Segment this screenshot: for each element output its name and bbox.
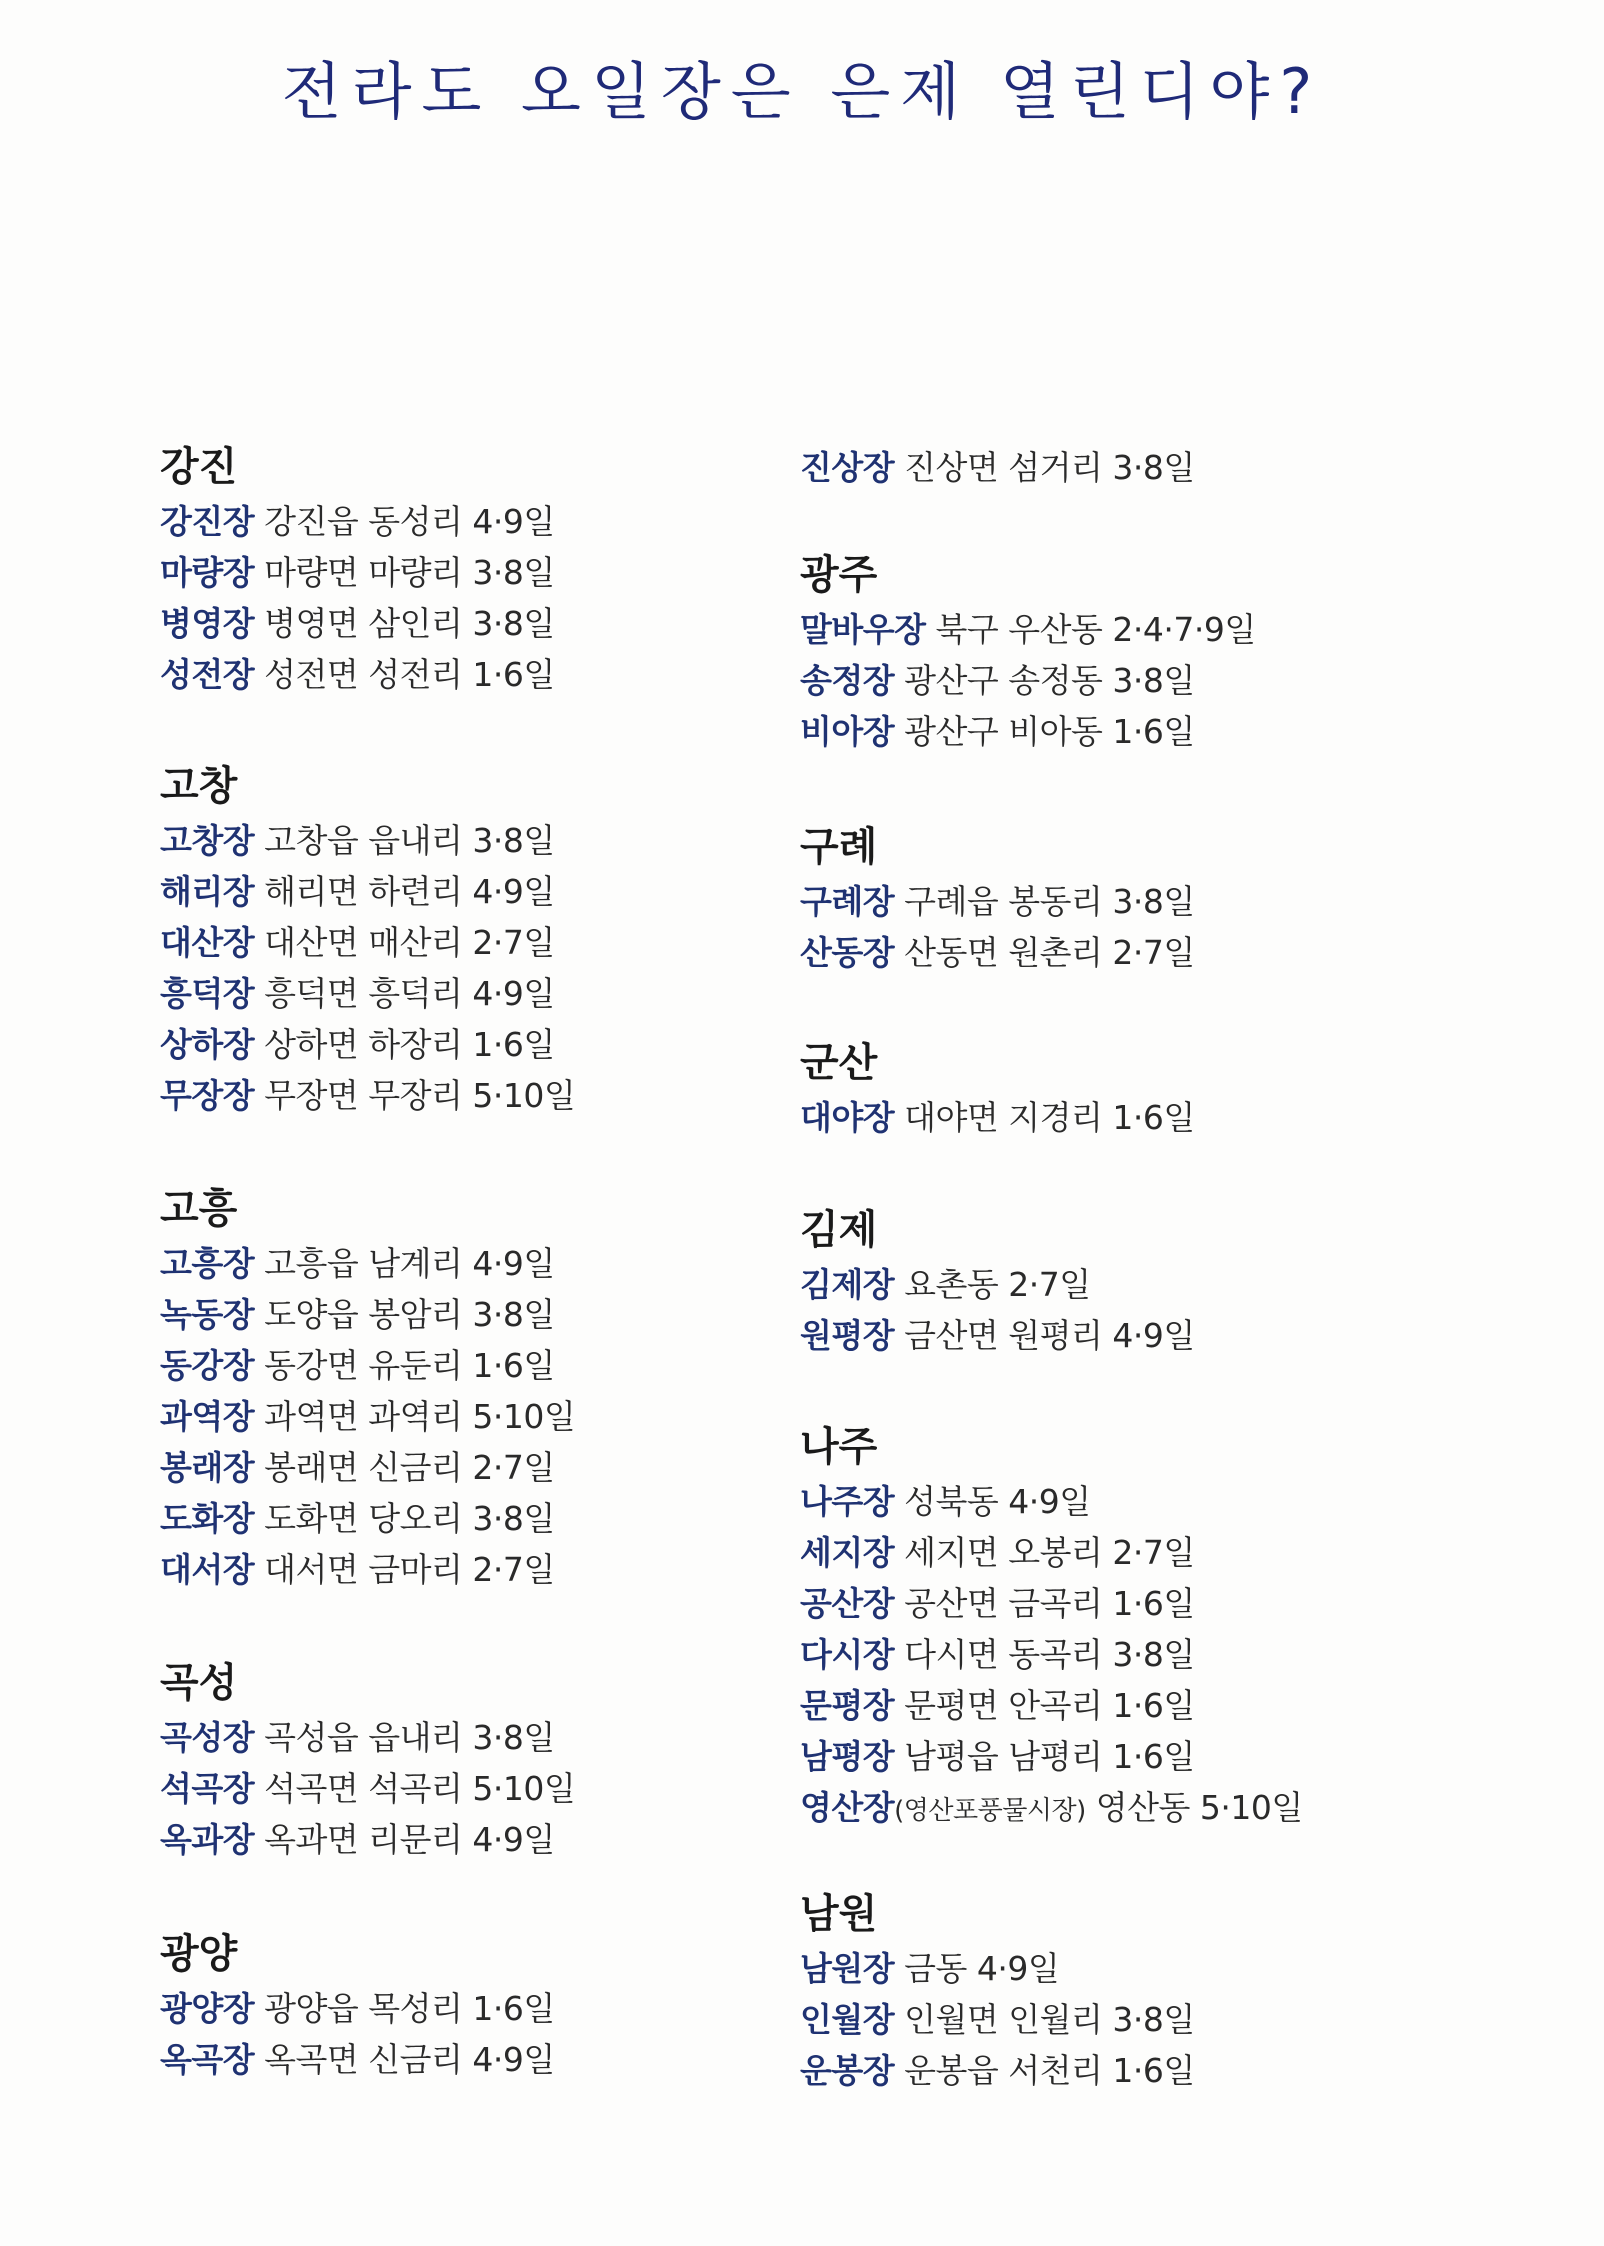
market-list — [800, 442, 1195, 493]
market-days: 3·8일 — [1112, 2000, 1195, 2039]
region-name: 구례 — [800, 824, 878, 870]
market-name: 비아장 — [800, 712, 895, 751]
region-gwangyang — [160, 1925, 555, 2085]
market-name: 옥곡장 — [160, 2040, 255, 2079]
region-name: 나주 — [800, 1424, 878, 1470]
region-goheung — [160, 1180, 575, 1595]
market-row — [160, 1019, 575, 1070]
market-list — [800, 1943, 1195, 2096]
market-days: 1·6일 — [1112, 1584, 1195, 1623]
market-days: 4·9일 — [1008, 1482, 1091, 1521]
market-location: 대야면 지경리 — [904, 1098, 1103, 1137]
region-gunsan — [800, 1034, 1195, 1143]
market-location: 금동 — [904, 1949, 967, 1988]
market-location: 과역면 과역리 — [264, 1397, 463, 1436]
market-row — [160, 547, 555, 598]
region-gokseong — [160, 1654, 575, 1865]
market-name: 구례장 — [800, 882, 895, 921]
market-location: 산동면 원촌리 — [904, 933, 1103, 972]
region-name: 강진 — [160, 444, 238, 490]
market-location: 광산구 비아동 — [904, 712, 1103, 751]
market-days: 4·9일 — [472, 502, 555, 541]
market-row — [160, 1238, 575, 1289]
market-row — [160, 1070, 575, 1121]
market-days: 2·7일 — [1112, 933, 1195, 972]
market-name: 광양장 — [160, 1989, 255, 2028]
market-list — [160, 1983, 555, 2085]
market-location: 진상면 섬거리 — [904, 448, 1103, 487]
page-title: 전라도 오일장은 은제 열린디야? — [281, 55, 1323, 128]
market-days: 4·9일 — [1112, 1316, 1195, 1355]
market-row — [800, 1629, 1303, 1680]
market-row — [800, 1680, 1303, 1731]
market-row — [160, 1712, 575, 1763]
market-days: 4·9일 — [472, 872, 555, 911]
market-row — [800, 1994, 1195, 2045]
region-name: 고창 — [160, 763, 238, 809]
market-name: 옥과장 — [160, 1820, 255, 1859]
market-location: 광양읍 목성리 — [264, 1989, 463, 2028]
market-name: 무장장 — [160, 1076, 255, 1115]
market-name: 세지장 — [800, 1533, 895, 1572]
market-name: 석곡장 — [160, 1769, 255, 1808]
market-name: 남원장 — [800, 1949, 895, 1988]
market-location: 강진읍 동성리 — [264, 502, 463, 541]
market-name: 흥덕장 — [160, 974, 255, 1013]
market-name: 운봉장 — [800, 2051, 895, 2090]
market-days: 5·10일 — [1199, 1788, 1303, 1827]
market-location: 고창읍 읍내리 — [264, 821, 463, 860]
market-list — [160, 815, 575, 1121]
market-row — [800, 1782, 1303, 1833]
market-days: 4·9일 — [472, 1244, 555, 1283]
market-days: 1·6일 — [472, 1989, 555, 2028]
region-name: 광주 — [800, 552, 878, 598]
market-days: 3·8일 — [1112, 882, 1195, 921]
market-list — [160, 496, 555, 700]
market-days: 3·8일 — [472, 1499, 555, 1538]
market-row — [800, 1943, 1195, 1994]
region-gurye — [800, 818, 1195, 978]
market-days: 3·8일 — [472, 1295, 555, 1334]
market-name: 도화장 — [160, 1499, 255, 1538]
market-days: 2·7일 — [1112, 1533, 1195, 1572]
market-days: 3·8일 — [472, 821, 555, 860]
market-list — [800, 1476, 1303, 1833]
market-row — [800, 1578, 1303, 1629]
region-naju — [800, 1418, 1303, 1833]
market-name: 영산장 — [800, 1788, 895, 1827]
market-days: 3·8일 — [472, 604, 555, 643]
market-location: 도양읍 봉암리 — [264, 1295, 463, 1334]
market-row — [800, 655, 1256, 706]
market-location: 운봉읍 서천리 — [904, 2051, 1103, 2090]
region-gangjin — [160, 438, 555, 700]
region-name: 곡성 — [160, 1660, 238, 1706]
market-name: 동강장 — [160, 1346, 255, 1385]
market-name: 해리장 — [160, 872, 255, 911]
market-row — [160, 815, 575, 866]
market-days: 4·9일 — [472, 1820, 555, 1859]
market-days: 3·8일 — [472, 553, 555, 592]
market-row — [160, 866, 575, 917]
market-row — [160, 496, 555, 547]
market-days: 1·6일 — [472, 655, 555, 694]
market-name: 과역장 — [160, 1397, 255, 1436]
market-row — [160, 1493, 575, 1544]
market-list — [160, 1238, 575, 1595]
market-days: 5·10일 — [472, 1397, 576, 1436]
market-note: (영산포풍물시장) — [894, 1796, 1086, 1826]
market-location: 옥곡면 신금리 — [264, 2040, 463, 2079]
market-name: 말바우장 — [800, 610, 926, 649]
market-list — [160, 1712, 575, 1865]
market-location: 마량면 마량리 — [264, 553, 463, 592]
market-name: 대서장 — [160, 1550, 255, 1589]
market-row — [160, 649, 555, 700]
market-location: 남평읍 남평리 — [904, 1737, 1103, 1776]
market-name: 성전장 — [160, 655, 255, 694]
market-name: 진상장 — [800, 448, 895, 487]
market-location: 문평면 안곡리 — [904, 1686, 1103, 1725]
market-location: 성전면 성전리 — [264, 655, 463, 694]
region-name: 남원 — [800, 1891, 878, 1937]
market-name: 송정장 — [800, 661, 895, 700]
market-row — [160, 968, 575, 1019]
market-days: 4·9일 — [976, 1949, 1060, 1988]
market-list — [800, 876, 1195, 978]
market-location: 북구 우산동 — [935, 610, 1103, 649]
region-gwangju — [800, 546, 1256, 757]
market-name: 문평장 — [800, 1686, 895, 1725]
market-location: 상하면 하장리 — [264, 1025, 463, 1064]
market-row — [160, 1544, 575, 1595]
market-days: 1·6일 — [1112, 1686, 1195, 1725]
market-row — [800, 1476, 1303, 1527]
market-days: 3·8일 — [1112, 661, 1195, 700]
market-location: 흥덕면 흥덕리 — [264, 974, 463, 1013]
market-row — [800, 706, 1256, 757]
market-location: 다시면 동곡리 — [904, 1635, 1103, 1674]
market-row — [160, 598, 555, 649]
market-location: 구례읍 봉동리 — [904, 882, 1103, 921]
market-row — [160, 917, 575, 968]
market-location: 금산면 원평리 — [904, 1316, 1103, 1355]
market-row — [160, 1814, 575, 1865]
market-days: 3·8일 — [1112, 448, 1195, 487]
market-days: 1·6일 — [1112, 712, 1195, 751]
market-location: 옥과면 리문리 — [264, 1820, 463, 1859]
market-row — [800, 927, 1195, 978]
market-row — [800, 604, 1256, 655]
market-days: 3·8일 — [1112, 1635, 1195, 1674]
market-list — [800, 604, 1256, 757]
market-days: 2·7일 — [472, 923, 555, 962]
market-location: 공산면 금곡리 — [904, 1584, 1103, 1623]
market-name: 상하장 — [160, 1025, 255, 1064]
market-days: 2·7일 — [1008, 1265, 1091, 1304]
region-name: 김제 — [800, 1207, 878, 1253]
market-location: 곡성읍 읍내리 — [264, 1718, 463, 1757]
market-location: 대서면 금마리 — [264, 1550, 463, 1589]
market-location: 영산동 — [1095, 1788, 1190, 1827]
market-row — [800, 2045, 1195, 2096]
market-days: 2·4·7·9일 — [1112, 610, 1256, 649]
market-days: 3·8일 — [472, 1718, 555, 1757]
market-location: 성북동 — [904, 1482, 999, 1521]
market-row — [160, 1983, 555, 2034]
market-days: 2·7일 — [472, 1448, 555, 1487]
market-name: 마량장 — [160, 553, 255, 592]
market-location: 도화면 당오리 — [264, 1499, 463, 1538]
market-location: 봉래면 신금리 — [264, 1448, 463, 1487]
market-location: 광산구 송정동 — [904, 661, 1103, 700]
market-list — [800, 1092, 1195, 1143]
market-name: 인월장 — [800, 2000, 895, 2039]
market-days: 1·6일 — [472, 1025, 555, 1064]
market-row — [160, 1391, 575, 1442]
market-location: 병영면 삼인리 — [264, 604, 463, 643]
market-name: 고창장 — [160, 821, 255, 860]
market-row — [800, 1527, 1303, 1578]
market-days: 1·6일 — [1112, 1098, 1195, 1137]
region-gimje — [800, 1201, 1195, 1361]
market-name: 남평장 — [800, 1737, 895, 1776]
market-name: 병영장 — [160, 604, 255, 643]
market-name: 원평장 — [800, 1316, 895, 1355]
market-row — [800, 1731, 1303, 1782]
market-location: 해리면 하련리 — [264, 872, 463, 911]
market-days: 1·6일 — [1112, 1737, 1195, 1776]
region-gwangyang-continued — [800, 442, 1195, 493]
market-name: 김제장 — [800, 1265, 895, 1304]
market-row — [800, 442, 1195, 493]
region-name: 광양 — [160, 1931, 238, 1977]
market-location: 석곡면 석곡리 — [264, 1769, 463, 1808]
market-name: 곡성장 — [160, 1718, 255, 1757]
market-name: 봉래장 — [160, 1448, 255, 1487]
market-location: 고흥읍 남계리 — [264, 1244, 463, 1283]
market-days: 4·9일 — [472, 2040, 555, 2079]
market-name: 공산장 — [800, 1584, 895, 1623]
market-days: 5·10일 — [472, 1076, 576, 1115]
market-row — [160, 1289, 575, 1340]
market-row — [800, 1310, 1195, 1361]
market-location: 세지면 오봉리 — [904, 1533, 1103, 1572]
region-name: 고흥 — [160, 1186, 238, 1232]
market-days: 4·9일 — [472, 974, 555, 1013]
market-days: 1·6일 — [472, 1346, 555, 1385]
market-row — [160, 1763, 575, 1814]
region-namwon — [800, 1885, 1195, 2096]
market-row — [160, 1340, 575, 1391]
market-location: 인월면 인월리 — [904, 2000, 1103, 2039]
market-name: 강진장 — [160, 502, 255, 541]
region-name: 군산 — [800, 1040, 878, 1086]
market-location: 대산면 매산리 — [264, 923, 463, 962]
market-name: 다시장 — [800, 1635, 895, 1674]
market-name: 녹동장 — [160, 1295, 255, 1334]
market-row — [160, 2034, 555, 2085]
market-name: 나주장 — [800, 1482, 895, 1521]
market-name: 대야장 — [800, 1098, 895, 1137]
market-location: 요촌동 — [904, 1265, 999, 1304]
market-row — [800, 876, 1195, 927]
market-days: 1·6일 — [1112, 2051, 1195, 2090]
market-row — [160, 1442, 575, 1493]
market-name: 대산장 — [160, 923, 255, 962]
market-days: 2·7일 — [472, 1550, 555, 1589]
market-name: 산동장 — [800, 933, 895, 972]
market-row — [800, 1259, 1195, 1310]
market-location: 동강면 유둔리 — [264, 1346, 463, 1385]
market-location: 무장면 무장리 — [264, 1076, 463, 1115]
region-gochang — [160, 757, 575, 1121]
market-days: 5·10일 — [472, 1769, 576, 1808]
market-name: 고흥장 — [160, 1244, 255, 1283]
market-list — [800, 1259, 1195, 1361]
market-row — [800, 1092, 1195, 1143]
